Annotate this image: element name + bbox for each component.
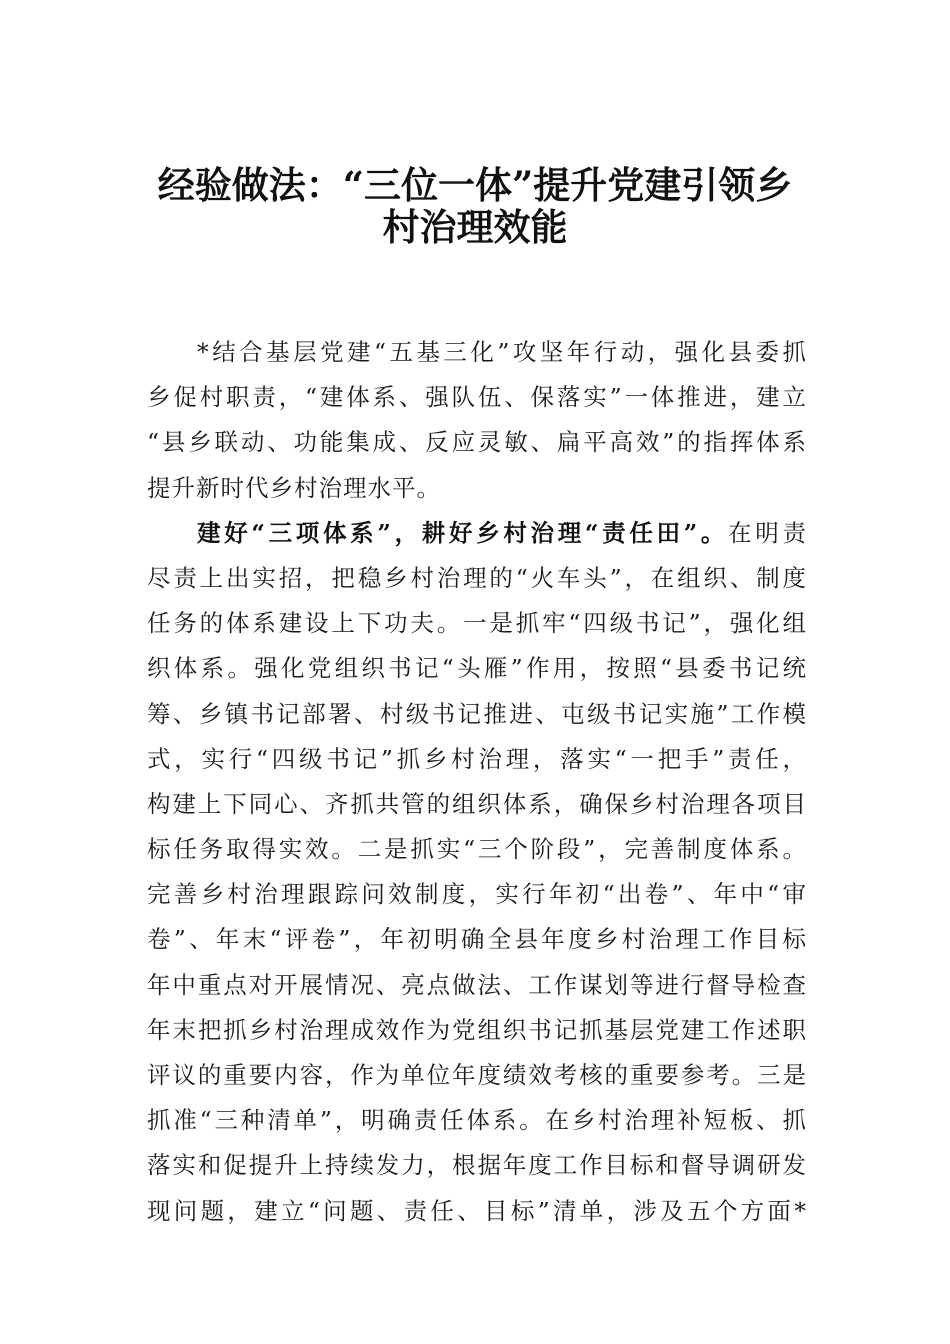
paragraph-line: 卷”、年末“评卷”，年初明确全县年度乡村治理工作目标 <box>147 925 807 954</box>
section-heading: 建好“三项体系”，耕好乡村治理“责任田”。 <box>197 518 729 547</box>
title-line-2: 村治理效能 <box>382 205 568 249</box>
paragraph-line: *结合基层党建“五基三化”攻坚年行动，强化县委抓 <box>197 338 807 366</box>
paragraph-line: 织体系。强化党组织书记“头雁”作用，按照“县委书记统 <box>147 654 807 683</box>
paragraph-line: 完善乡村治理跟踪问效制度，实行年初“出卷”、年中“审 <box>147 880 807 909</box>
title-line-1: 经验做法：“三位一体”提升党建引领乡 <box>157 163 793 207</box>
paragraph-intro <box>147 330 807 511</box>
paragraph-line: 标任务取得实效。二是抓实“三个阶段”，完善制度体系。 <box>147 835 807 864</box>
paragraph-line: 筹、乡镇书记部署、村级书记推进、屯级书记实施”工作模 <box>147 699 807 728</box>
paragraph-line: 乡促村职责，“建体系、强队伍、保落实”一体推进，建立 <box>147 383 807 412</box>
paragraph-line: 抓准“三种清单”，明确责任体系。在乡村治理补短板、抓 <box>147 1106 807 1135</box>
paragraph-line: 评议的重要内容，作为单位年度绩效考核的重要参考。三是 <box>147 1061 807 1089</box>
paragraph-line: “县乡联动、功能集成、反应灵敏、扁平高效”的指挥体系 <box>147 428 807 457</box>
paragraph-text: 在明责 <box>728 518 807 547</box>
paragraph-line: 任务的体系建设上下功夫。一是抓牢“四级书记”，强化组 <box>147 609 807 638</box>
paragraph-line <box>147 511 807 556</box>
paragraph-line: 式，实行“四级书记”抓乡村治理，落实“一把手”责任， <box>147 744 807 773</box>
paragraph-line: 年中重点对开展情况、亮点做法、工作谋划等进行督导检查 <box>147 970 807 999</box>
document-body <box>147 330 807 1234</box>
paragraph-line: 落实和促提升上持续发力，根据年度工作目标和督导调研发 <box>147 1151 807 1180</box>
paragraph-line: 年末把抓乡村治理成效作为党组织书记抓基层党建工作述职 <box>147 1015 807 1044</box>
paragraph-line: 构建上下同心、齐抓共管的组织体系，确保乡村治理各项目 <box>147 789 807 818</box>
paragraph-line: 尽责上出实招，把稳乡村治理的“火车头”，在组织、制度 <box>147 563 807 592</box>
paragraph-line: 提升新时代乡村治理水平。 <box>147 473 441 502</box>
paragraph-three-systems <box>147 511 807 1234</box>
paragraph-line: 现问题，建立“问题、责任、目标”清单，涉及五个方面* <box>147 1196 807 1225</box>
